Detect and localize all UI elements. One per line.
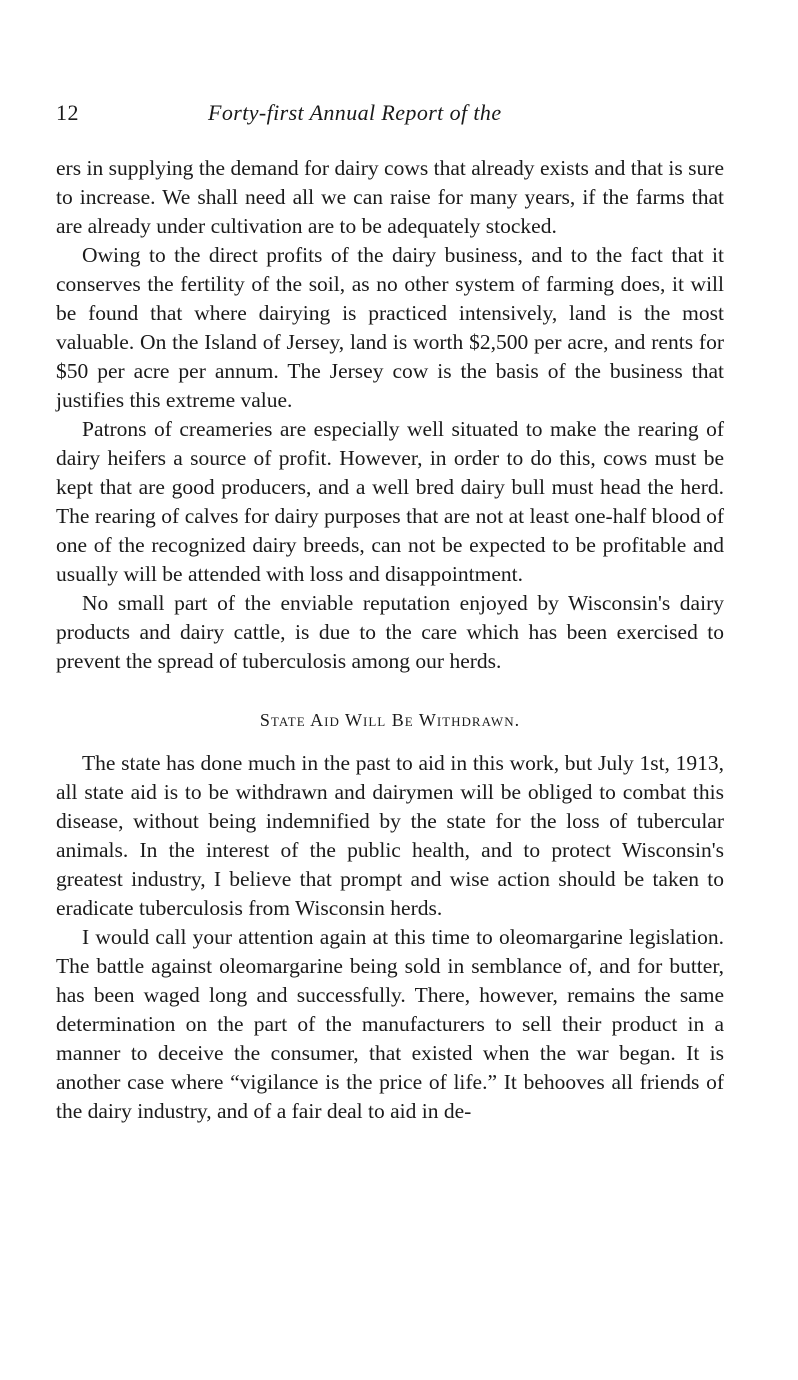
- page-number: 12: [56, 100, 79, 125]
- running-title: Forty-first Annual Report of the: [208, 100, 502, 125]
- paragraph-oleomargarine: I would call your attention again at this time to oleomargarine legislation. The battle against oleomargarine being sold in semblance of, and for butter, has been waged long and successfully. There, however, remains the same determination on the part of the manufacturers to sell their product in a manner to deceive the consumer, that existed when the war began. It is another case where “vigilance is the price of life.” It behooves all friends of the dairy industry, and of a fair deal to aid in de-: [56, 925, 724, 1123]
- page-header: [56, 100, 736, 132]
- body-text: [56, 154, 724, 1126]
- paragraph-dairy-heifers: Patrons of creameries are especially well situated to make the rearing of dairy heifers a source of profit. However, in order to do this, cows must be kept that are good producers, and a well bred dairy bull must head the herd. The rearing of calves for dairy purposes that are not at least one-half blood of one of the recognized dairy breeds, can not be expected to be profitable and usually will be attended with loss and disappointment.: [56, 417, 724, 586]
- paragraph-land-value: Owing to the direct profits of the dairy business, and to the fact that it conserves the fertility of the soil, as no other system of farming does, it will be found that where dairying is practiced intensively, land is the most valuable. On the Island of Jersey, land is worth $2,500 per acre, and rents for $50 per acre per annum. The Jersey cow is the basis of the business that justifies this extreme value.: [56, 243, 724, 412]
- paragraph-state-aid: The state has done much in the past to aid in this work, but July 1st, 1913, all state aid is to be withdrawn and dairymen will be obliged to combat this disease, without being indemnified by the state for the loss of tubercular animals. In the interest of the public health, and to protect Wisconsin's greatest industry, I believe that prompt and wise action should be taken to eradicate tuberculosis from Wisconsin herds.: [56, 751, 724, 920]
- paragraph-continuation: ers in supplying the demand for dairy cows that already exists and that is sure to increase. We shall need all we can raise for many years, if the farms that are already under cultivation are to be adequately stocked.: [56, 156, 724, 238]
- paragraph-reputation: No small part of the enviable reputation enjoyed by Wisconsin's dairy products and dairy cattle, is due to the care which has been exercised to prevent the spread of tuberculosis among our herds.: [56, 591, 724, 673]
- section-heading: State Aid Will Be Withdrawn.: [259, 710, 521, 730]
